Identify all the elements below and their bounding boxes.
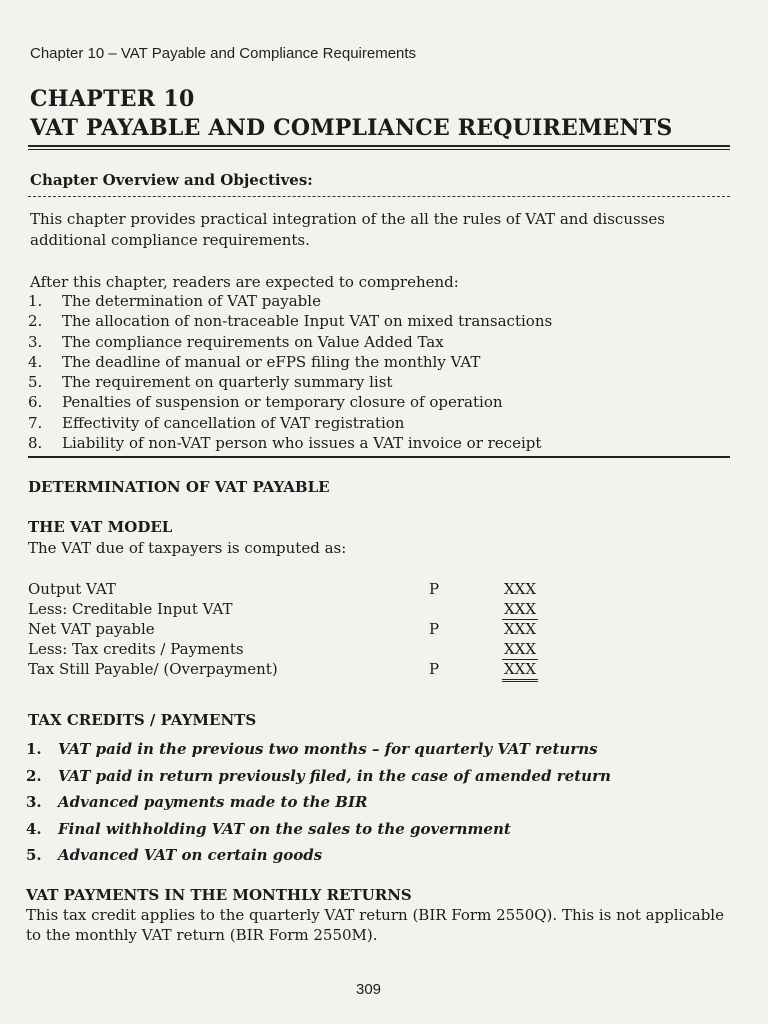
credit-item: 2. VAT paid in return previously filed, in the case of amended return — [26, 766, 611, 785]
monthly-payments-text: This tax credit applies to the quarterly VAT return (BIR Form 2550Q). This is not applicable to the monthly VAT return (BIR Form 2550M). — [26, 906, 724, 944]
vat-model-intro: The VAT due of taxpayers is computed as: — [28, 539, 347, 557]
objective-item: 4. The deadline of manual or eFPS filing the monthly VAT — [28, 352, 481, 371]
overview-intro: This chapter provides practical integration of the all the rules of VAT and discusses additional compliance requirements. — [30, 210, 665, 249]
objective-item: 6. Penalties of suspension or temporary closure of operation — [28, 393, 503, 412]
credit-item: 4. Final withholding VAT on the sales to the government — [26, 819, 511, 838]
computation-row: Tax Still Payable/ (Overpayment) P XXX — [28, 659, 568, 679]
credit-item: 5. Advanced VAT on certain goods — [26, 846, 323, 864]
credit-item: 1. VAT paid in the previous two months – for quarterly VAT returns — [26, 740, 598, 758]
running-head: Chapter 10 – VAT Payable and Compliance Requirements — [30, 45, 417, 62]
determination-heading: DETERMINATION OF VAT PAYABLE — [28, 478, 330, 496]
tax-credits-list — [26, 738, 611, 871]
title-rule — [28, 145, 730, 147]
tax-credits-heading: TAX CREDITS / PAYMENTS — [28, 711, 257, 729]
objective-item: 1. The determination of VAT payable — [28, 292, 321, 310]
chapter-number: CHAPTER 10 — [30, 86, 195, 112]
computation-row: Output VAT P XXX — [28, 580, 537, 598]
objectives-lead-in: After this chapter, readers are expected to comprehend: — [30, 273, 459, 291]
page-number: 309 — [356, 981, 382, 998]
dashed-divider — [28, 196, 730, 197]
monthly-payments-heading: VAT PAYMENTS IN THE MONTHLY RETURNS — [26, 886, 412, 904]
overview-heading: Chapter Overview and Objectives: — [30, 171, 313, 189]
objective-item: 2. The allocation of non-traceable Input VAT on mixed transactions — [28, 312, 553, 331]
computation-row: Less: Tax credits / Payments XXX — [28, 640, 537, 658]
objectives-list — [28, 291, 552, 453]
objective-item: 7. Effectivity of cancellation of VAT registration — [28, 413, 405, 432]
title-rule-thin — [28, 149, 730, 150]
chapter-title: VAT PAYABLE AND COMPLIANCE REQUIREMENTS — [30, 115, 673, 141]
credit-item: 3. Advanced payments made to the BIR — [26, 793, 368, 811]
objective-item: 8. Liability of non-VAT person who issues a VAT invoice or receipt — [28, 434, 542, 453]
objective-item: 5. The requirement on quarterly summary list — [28, 373, 393, 392]
computation-row: Less: Creditable Input VAT XXX — [28, 600, 537, 618]
section-rule — [28, 456, 730, 458]
objective-item: 3. The compliance requirements on Value Added Tax — [28, 332, 444, 351]
computation-row: Net VAT payable P XXX — [28, 620, 537, 638]
vat-model-subheading: THE VAT MODEL — [28, 518, 173, 536]
